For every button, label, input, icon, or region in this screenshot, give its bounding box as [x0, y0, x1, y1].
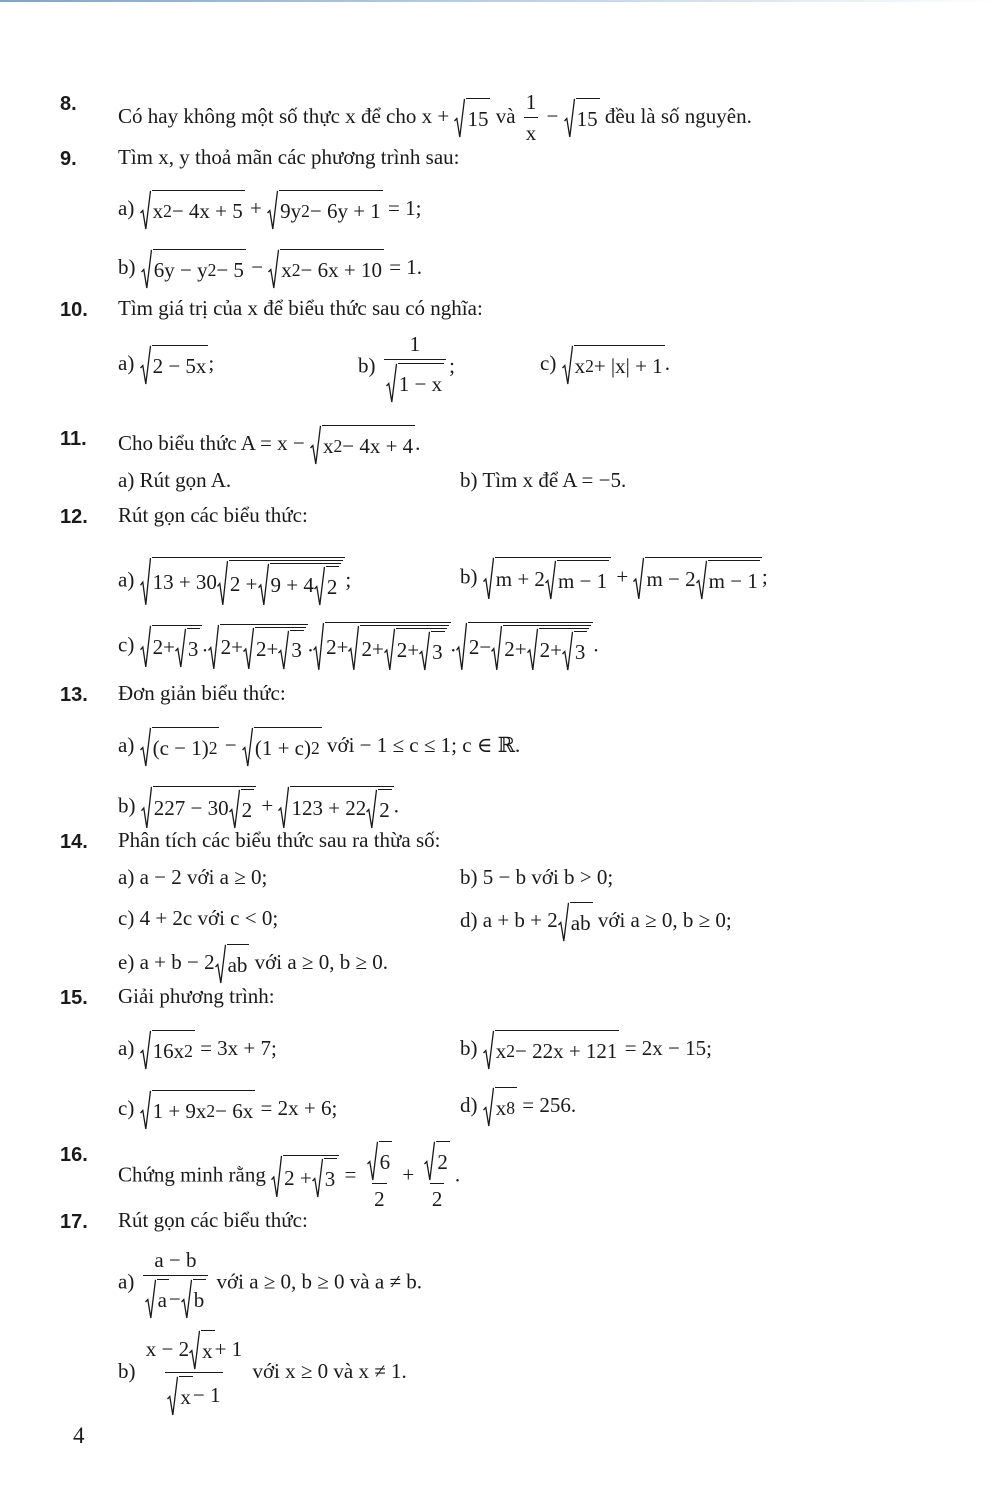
exercise-10-part-b: b) $\frac{1}{1 - x}$ ; [358, 332, 455, 403]
exercise-15-part-b: b) x 2 − 22x + 121 = 2x − 15; [460, 1030, 712, 1070]
exercise-10-prompt: Tìm giá trị của x để biểu thức sau có nghĩa: [118, 296, 483, 320]
exercise-14-prompt: Phân tích các biểu thức sau ra thừa số: [118, 828, 441, 852]
exercise-17-part-a: a) a − b a − b với a ≥ 0, b ≥ 0 và a ≠ b. [118, 1248, 422, 1319]
exercise-17-part-b: b) x − 2 x + 1 x − 1 với x ≥ 0 và x ≠ 1. [118, 1330, 407, 1416]
exercise-13-number: 13. [60, 684, 88, 706]
top-border [0, 0, 1003, 2]
exercise-14-part-a: a) a − 2 với a ≥ 0; [118, 865, 268, 889]
exercise-13-part-a: a) (c − 1) 2 − (1 + c) 2 với − 1 ≤ c ≤ 1; c ∈ ℝ. [118, 727, 520, 767]
exercise-16-prompt: Chứng minh rằng 2 + 3 = $\frac{6}{2}$ + $\frac{2}{2}$ . [118, 1141, 460, 1212]
exercise-13-part-b: b) 227 − 30 2 + 123 + 22 2 . [118, 786, 399, 829]
exercise-12-number: 12. [60, 506, 88, 528]
exercise-8-prompt: Có hay không một số thực x để cho x + 15 và $\frac{1}{x}$ − 15 đều là số nguyên. [118, 90, 752, 146]
exercise-9-part-a: a) x 2 − 4x + 5 + 9y 2 − 6y + 1 = 1; [118, 190, 421, 230]
exercise-17-number: 17. [60, 1211, 88, 1233]
exercise-8-number: 8. [60, 93, 77, 115]
exercise-12-part-b: b) m + 2 m − 1 + m − 2 m − 1 ; [460, 557, 768, 600]
exercise-9-part-b: b) 6y − y 2 − 5 − x 2 − 6x + 10 = 1. [118, 249, 422, 289]
exercise-11-prompt: Cho biểu thức A = x − x 2 − 4x + 4 . [118, 425, 420, 465]
exercise-12-part-c: c) 2+ 3 . 2+ 2+ 3 . 2+ 2+ 2+ 3 . 2− 2+ 2+ 3 . [118, 622, 599, 671]
page-number: 4 [73, 1423, 85, 1448]
exercise-14-number: 14. [60, 831, 88, 853]
exercise-11-part-a: a) Rút gọn A. [118, 468, 232, 492]
exercise-13-prompt: Đơn giản biểu thức: [118, 681, 286, 705]
exercise-10-part-c: c) x 2 + |x| + 1 . [540, 345, 670, 385]
exercise-17-prompt: Rút gọn các biểu thức: [118, 1208, 308, 1232]
exercise-12-prompt: Rút gọn các biểu thức: [118, 503, 308, 527]
exercise-11-number: 11. [60, 428, 87, 450]
exercise-11-part-b: b) Tìm x để A = −5. [460, 468, 627, 492]
exercise-14-part-e: e) a + b − 2 ab với a ≥ 0, b ≥ 0. [118, 944, 388, 984]
exercise-15-part-a: a) 16x 2 = 3x + 7; [118, 1030, 277, 1070]
exercise-16-number: 16. [60, 1144, 88, 1166]
exercise-12-part-a: a) 13 + 30 2 + 9 + 4 2 ; [118, 557, 351, 606]
exercise-9-number: 9. [60, 148, 77, 170]
exercise-15-prompt: Giải phương trình: [118, 984, 275, 1008]
exercise-10-part-a: a) 2 − 5x ; [118, 345, 214, 385]
exercise-14-part-d: d) a + b + 2 ab với a ≥ 0, b ≥ 0; [460, 902, 732, 942]
exercise-9-prompt: Tìm x, y thoả mãn các phương trình sau: [118, 145, 460, 169]
exercise-14-part-c: c) 4 + 2c với c < 0; [118, 906, 279, 930]
exercise-15-number: 15. [60, 987, 88, 1009]
exercise-15-part-c: c) 1 + 9x 2 − 6x = 2x + 6; [118, 1090, 337, 1130]
exercise-10-number: 10. [60, 299, 88, 321]
exercise-15-part-d: d) x 8 = 256. [460, 1087, 576, 1127]
exercise-14-part-b: b) 5 − b với b > 0; [460, 865, 614, 889]
